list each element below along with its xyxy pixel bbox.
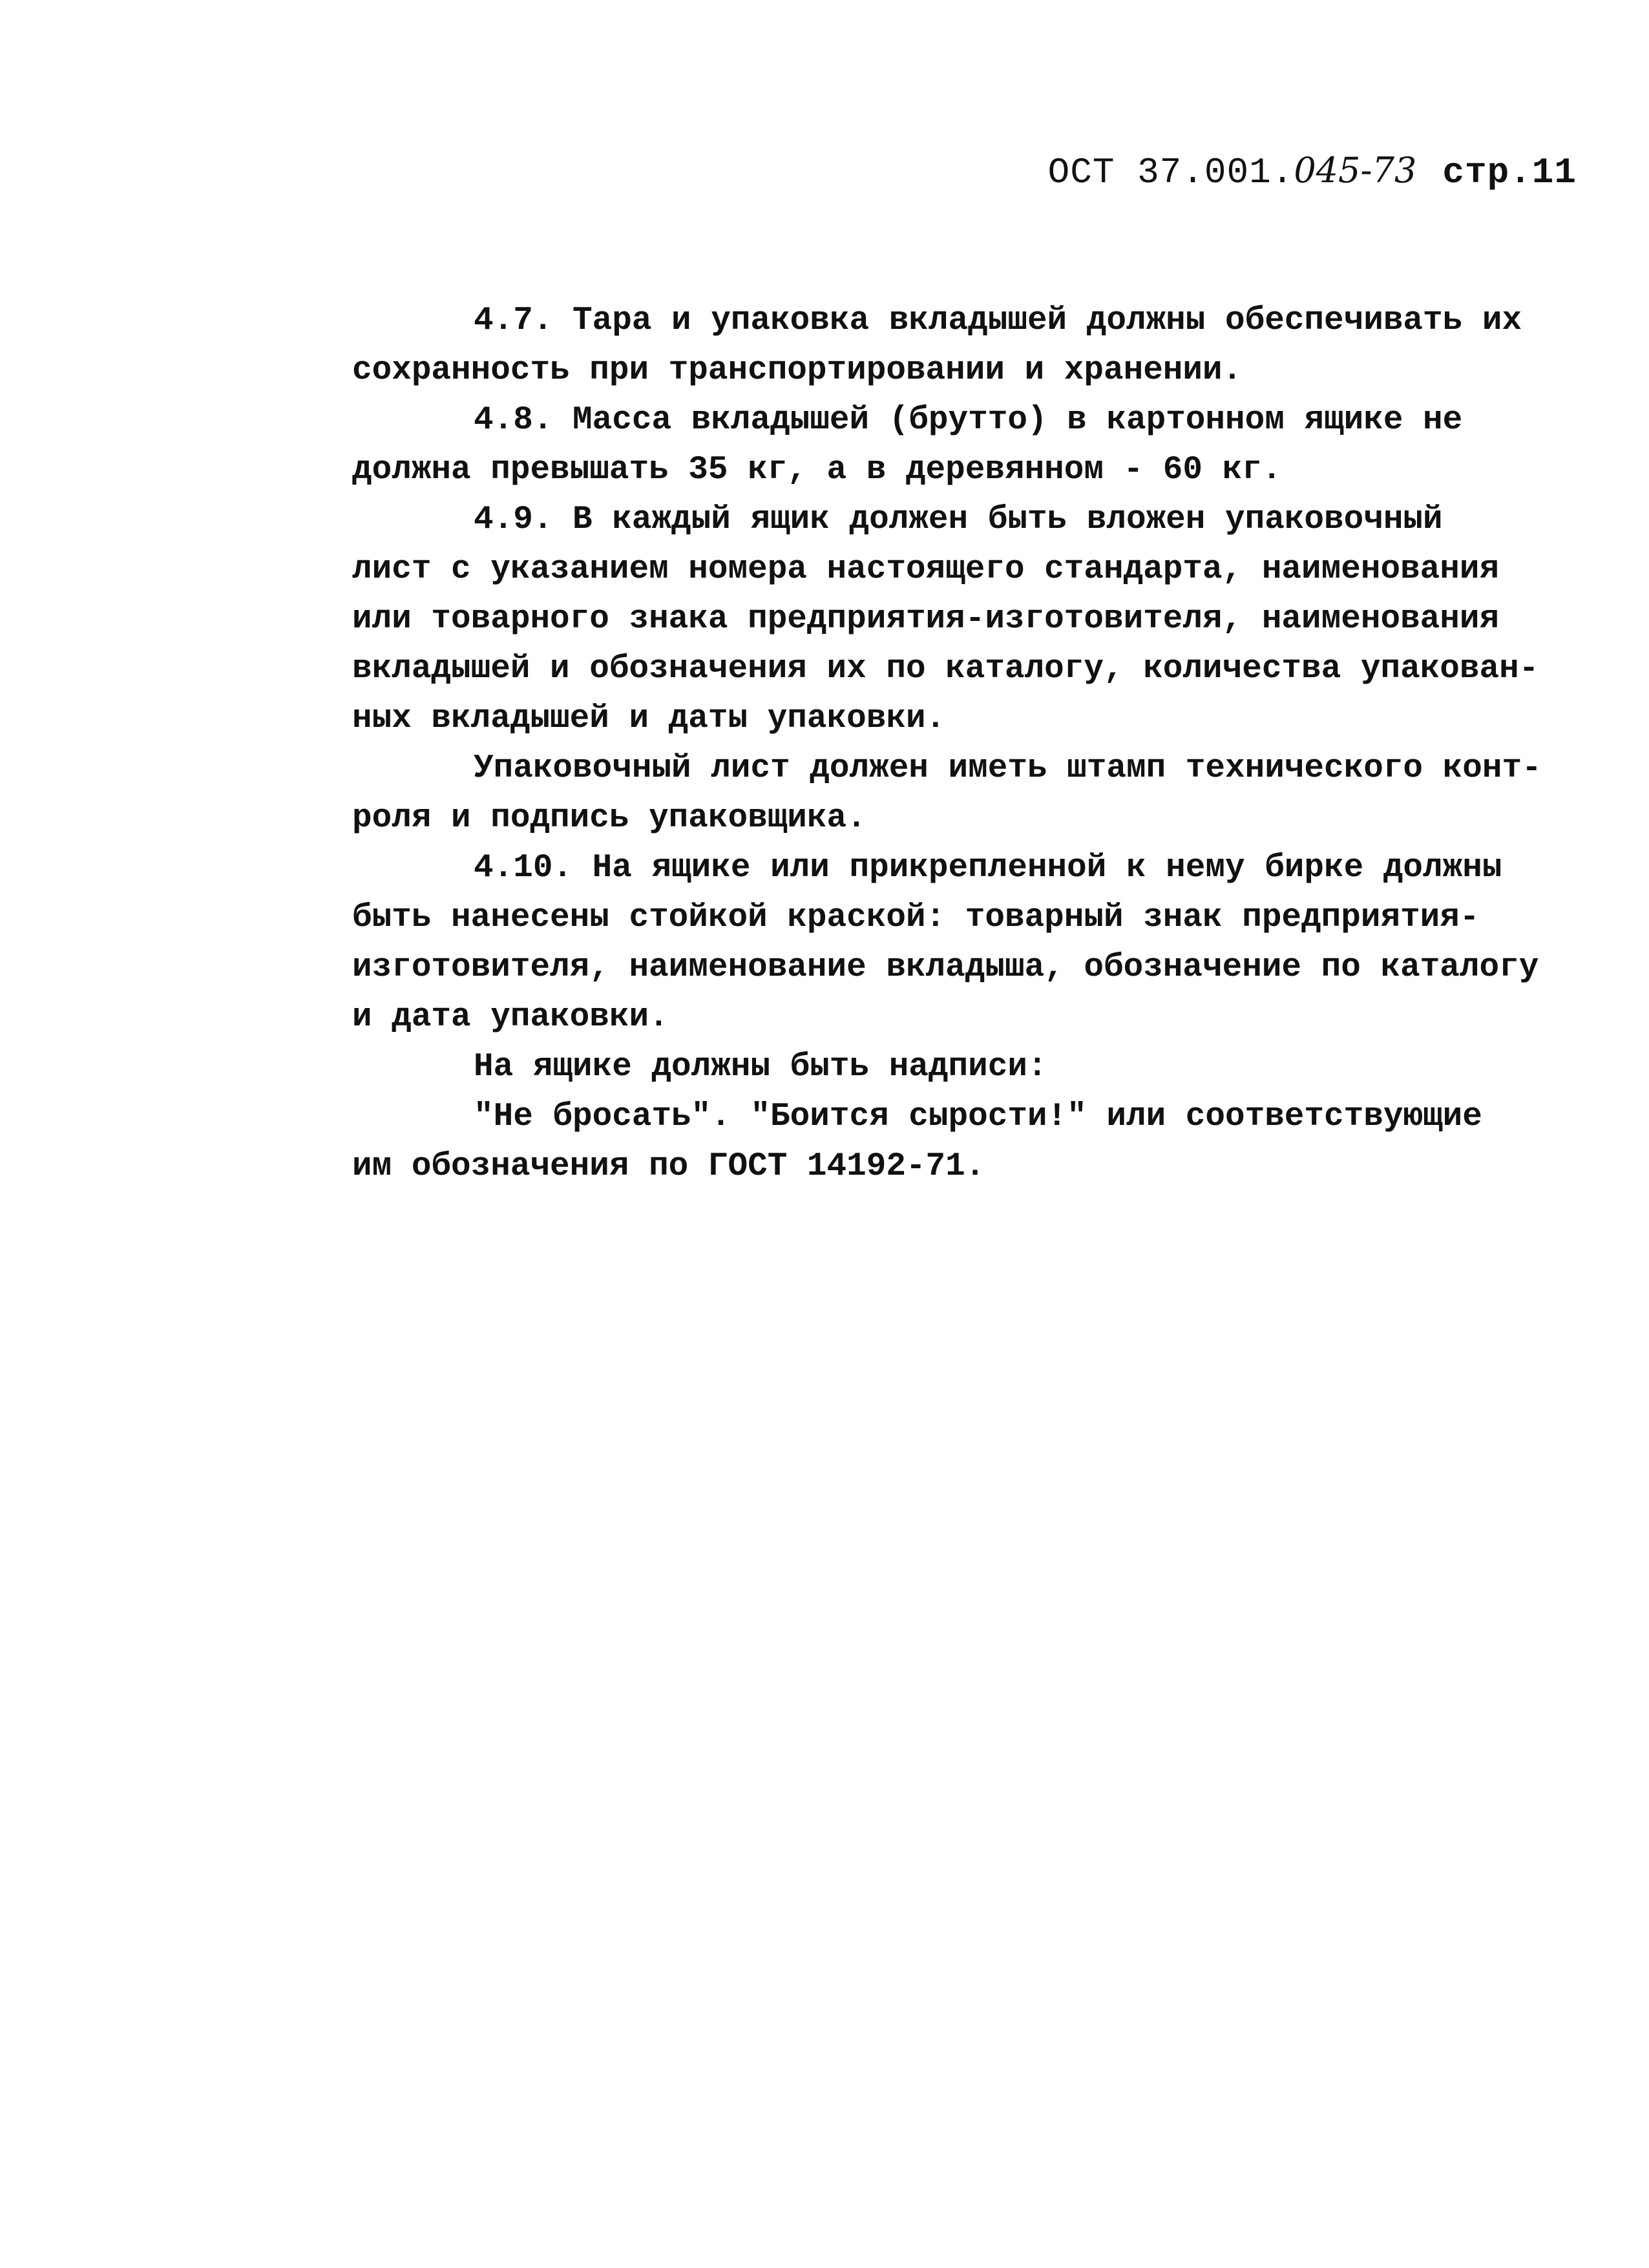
para-4-8-line-2: должна превышать 35 кг, а в деревянном - 60 кг. bbox=[352, 452, 1282, 488]
para-4-9-line-4: вкладышей и обозначения их по каталогу, количества упакован- bbox=[352, 651, 1539, 688]
para-4-7-line-2: сохранность при транспортировании и хранении. bbox=[352, 352, 1243, 389]
para-4-8-line-1: 4.8. Масса вкладышей (брутто) в картонном ящике не bbox=[474, 402, 1463, 439]
para-4-10-line-4: и дата упаковки. bbox=[352, 999, 669, 1036]
para-4-9-line-5: ных вкладышей и даты упаковки. bbox=[352, 700, 946, 737]
para-4-9-line-3: или товарного знака предприятия-изготовителя, наименования bbox=[352, 601, 1500, 638]
para-4-10-line-3: изготовителя, наименование вкладыша, обозначение по каталогу bbox=[352, 949, 1539, 986]
box-inscriptions-line-2: "Не бросать". "Боится сырости!" или соответствующие bbox=[474, 1098, 1482, 1135]
page-header bbox=[1048, 150, 1577, 193]
packing-list-line-1: Упаковочный лист должен иметь штамп технического конт- bbox=[474, 750, 1542, 787]
standard-code-prefix: ОСТ 37.001. bbox=[1047, 152, 1294, 193]
box-inscriptions-line-3: им обозначения по ГОСТ 14192-71. bbox=[352, 1148, 985, 1185]
para-4-9-line-2: лист с указанием номера настоящего стандарта, наименования bbox=[352, 551, 1500, 588]
packing-list-line-2: роля и подпись упаковщика. bbox=[352, 800, 867, 837]
para-4-10-line-1: 4.10. На ящике или прикрепленной к нему бирке должны bbox=[474, 850, 1502, 887]
para-4-9-line-1: 4.9. В каждый ящик должен быть вложен упаковочный bbox=[474, 501, 1443, 538]
standard-code-handwritten: 045-73 bbox=[1294, 150, 1417, 191]
para-4-10-line-2: быть нанесены стойкой краской: товарный знак предприятия- bbox=[352, 899, 1480, 936]
document-body bbox=[352, 296, 1567, 1192]
box-inscriptions-line-1: На ящике должны быть надписи: bbox=[474, 1049, 1047, 1086]
para-4-7-line-1: 4.7. Тара и упаковка вкладышей должны обеспечивать их bbox=[474, 302, 1522, 339]
page-number: стр.11 bbox=[1442, 152, 1577, 193]
